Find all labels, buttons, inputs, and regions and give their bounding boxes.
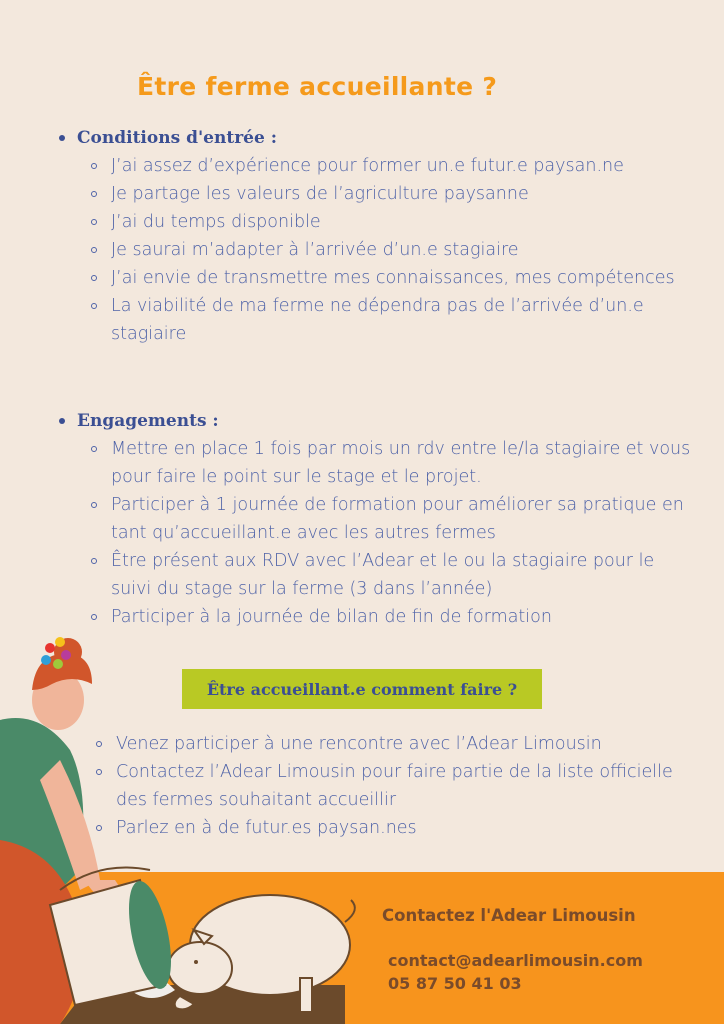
list-item: Je partage les valeurs de l’agriculture paysanne <box>111 180 695 208</box>
list-item: J’ai envie de transmettre mes connaissances, mes compétences <box>111 264 695 292</box>
list-item: Être présent aux RDV avec l’Adear et le ou la stagiaire pour le suivi du stage sur la ferme (3 dans l’année) <box>111 547 695 603</box>
list-item: Mettre en place 1 fois par mois un rdv entre le/la stagiaire et vous pour faire le point sur le stage et le projet. <box>111 435 695 491</box>
contact-title: Contactez l'Adear Limousin <box>382 906 636 925</box>
contact-phone[interactable]: 05 87 50 41 03 <box>388 974 522 993</box>
list-item: La viabilité de ma ferme ne dépendra pas de l’arrivée d’un.e stagiaire <box>111 292 695 348</box>
list-item: Contactez l’Adear Limousin pour faire partie de la liste officielle des fermes souhaitant accueillir <box>116 758 700 814</box>
conditions-list <box>55 152 695 348</box>
contact-email[interactable]: contact@adearlimousin.com <box>388 951 643 970</box>
how-to-section <box>60 730 700 842</box>
list-item: Parlez en à de futur.es paysan.nes <box>116 814 700 842</box>
list-item: Je saurai m’adapter à l’arrivée d’un.e stagiaire <box>111 236 695 264</box>
list-item: Venez participer à une rencontre avec l’Adear Limousin <box>116 730 700 758</box>
conditions-heading: Conditions d'entrée : <box>55 124 695 152</box>
conditions-section <box>55 124 695 348</box>
bucket-icon <box>50 868 179 1006</box>
list-item: Participer à 1 journée de formation pour améliorer sa pratique en tant qu’accueillant.e avec les autres fermes <box>111 491 695 547</box>
how-to-list <box>60 730 700 842</box>
list-item: J’ai assez d’expérience pour former un.e futur.e paysan.ne <box>111 152 695 180</box>
engagements-list <box>55 435 695 631</box>
list-item: J’ai du temps disponible <box>111 208 695 236</box>
how-to-banner: Être accueillant.e comment faire ? <box>182 669 542 709</box>
list-item: Participer à la journée de bilan de fin de formation <box>111 603 695 631</box>
engagements-section <box>55 407 695 631</box>
page-title: Être ferme accueillante ? <box>137 72 498 101</box>
engagements-heading: Engagements : <box>55 407 695 435</box>
